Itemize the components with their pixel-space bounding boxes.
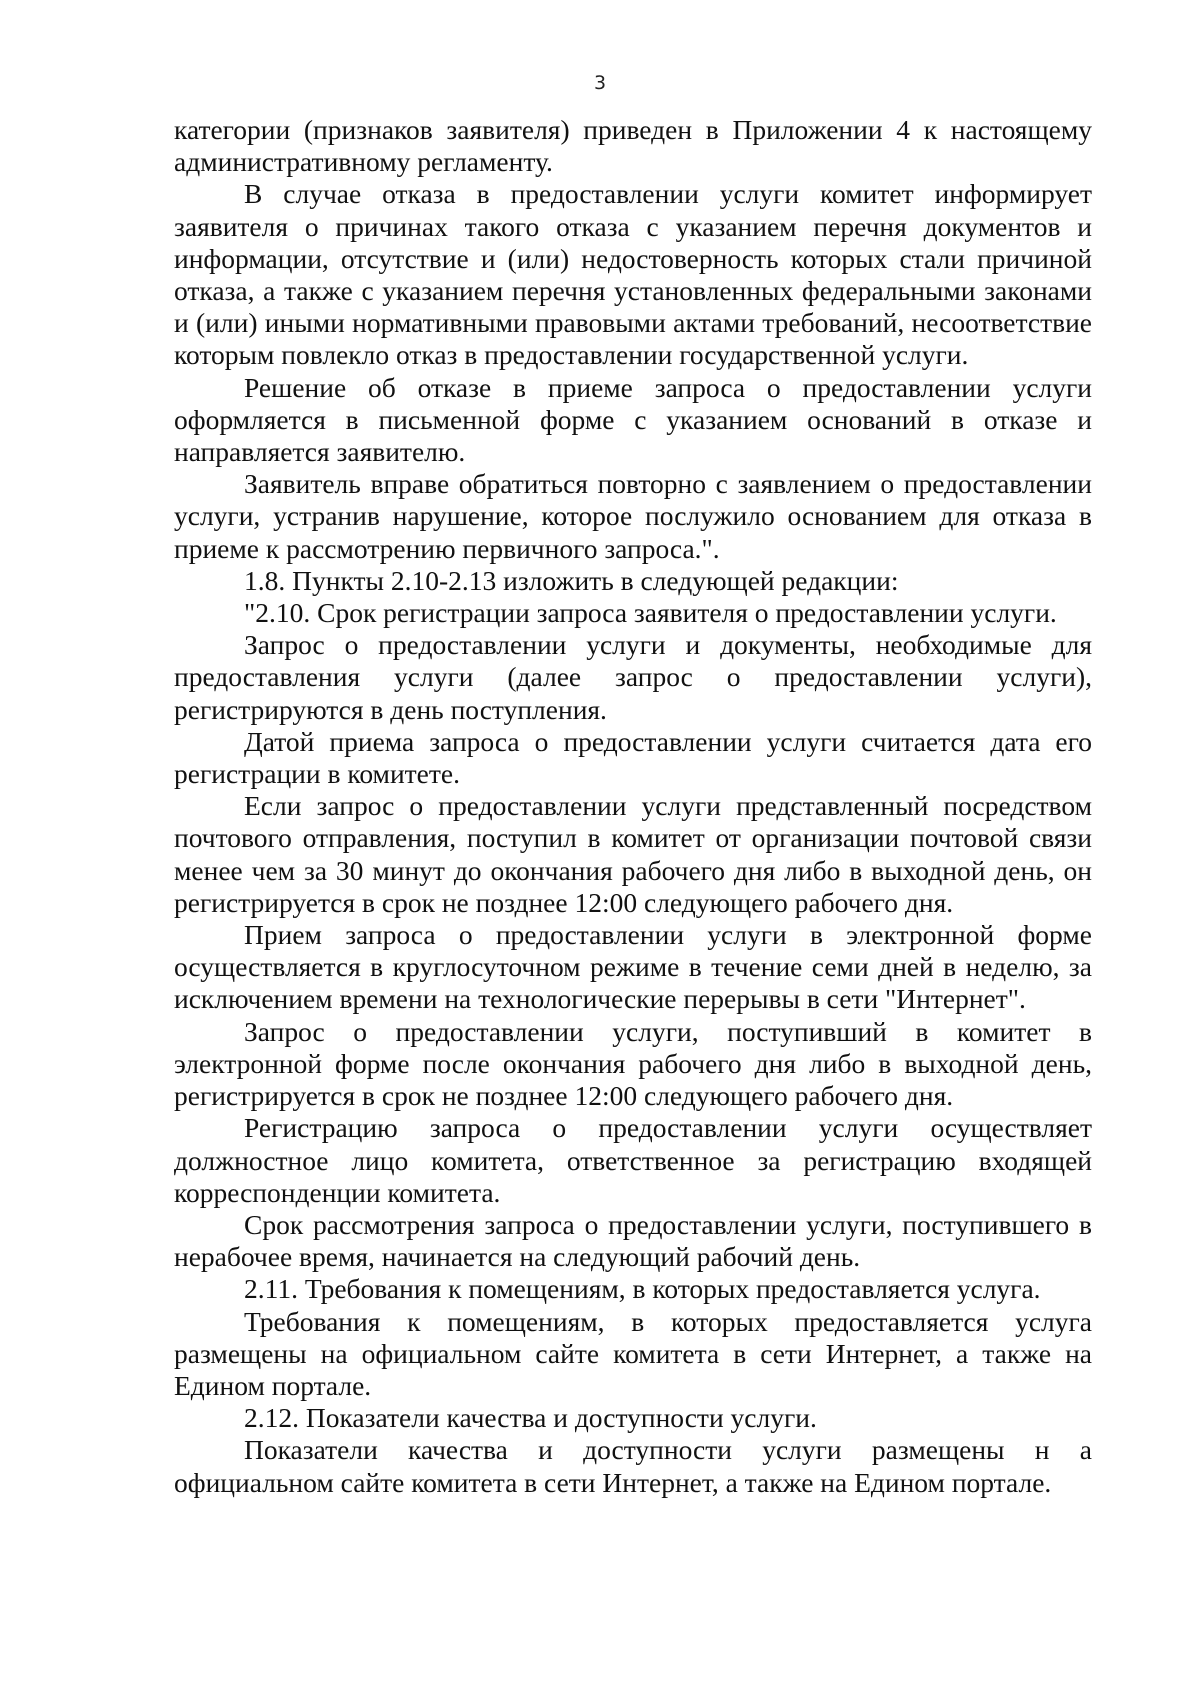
paragraph-registration-officer: Регистрацию запроса о предоставлении услуги осуществляет должностное лицо комитета, ответственное за регистрацию входящей корреспонденции комитета. [174,1112,1092,1208]
paragraph-refusal-notice: В случае отказа в предоставлении услуги комитет информирует заявителя о причинах такого отказа с указанием перечня документов и информации, отсутствие и (или) недостоверность которых стали причиной отказа, а также с указанием перечня установленных федеральными законами и (или) иными нормативными правовыми актами требований, несоответствие которым повлекло отказ в предоставлении государственной услуги. [174,178,1092,371]
paragraph-continuation: категории (признаков заявителя) приведен в Приложении 4 к настоящему административному регламенту. [174,114,1092,178]
paragraph-clause-2-10: "2.10. Срок регистрации запроса заявителя о предоставлении услуги. [244,597,1057,629]
paragraph-clause-2-11: 2.11. Требования к помещениям, в которых предоставляется услуга. [244,1273,1041,1305]
paragraph-quality-indicators: Показатели качества и доступности услуги размещены н а официальном сайте комитета в сети Интернет, а также на Едином портале. [174,1434,1092,1498]
paragraph-refusal-decision: Решение об отказе в приеме запроса о предоставлении услуги оформляется в письменной форме с указанием оснований в отказе и направляется заявителю. [174,371,1092,468]
paragraph-electronic-request: Запрос о предоставлении услуги, поступивший в комитет в электронной форме после окончания рабочего дня либо в выходной день, регистрируется в срок не позднее 12:00 следующего рабочего дня. [174,1015,1092,1112]
paragraph-request-registration: Запрос о предоставлении услуги и документы, необходимые для предоставления услуги (далее запрос о предоставлении услуги), регистрируются в день поступления. [174,629,1092,725]
paragraph-review-period: Срок рассмотрения запроса о предоставлении услуги, поступившего в нерабочее время, начинается на следующий рабочий день. [174,1208,1092,1273]
paragraph-electronic-intake: Прием запроса о предоставлении услуги в электронной форме осуществляется в круглосуточном режиме в течение семи дней в неделю, за исключением времени на технологические перерывы в сети "Интернет". [174,919,1092,1015]
paragraph-clause-2-12: 2.12. Показатели качества и доступности услуги. [244,1402,817,1434]
paragraph-acceptance-date: Датой приема запроса о предоставлении услуги считается дата его регистрации в комитете. [174,725,1092,790]
paragraph-repeat-application: Заявитель вправе обратиться повторно с заявлением о предоставлении услуги, устранив нарушение, которое послужило основанием для отказа в приеме к рассмотрению первичного запроса.". [174,468,1092,564]
document-body [174,114,1092,1499]
paragraph-postal-request: Если запрос о предоставлении услуги представленный посредством почтового отправления, поступил в комитет от организации почтовой связи менее чем за 30 минут до окончания рабочего дня либо в выходной день, он регистрируется в срок не позднее 12:00 следующего рабочего дня. [174,790,1092,918]
page-number: 3 [593,72,607,94]
paragraph-premises-requirements: Требования к помещениям, в которых предоставляется услуга размещены на официальном сайте комитета в сети Интернет, а также на Едином портале. [174,1305,1092,1401]
paragraph-clause-1-8: 1.8. Пункты 2.10-2.13 изложить в следующей редакции: [244,564,899,596]
